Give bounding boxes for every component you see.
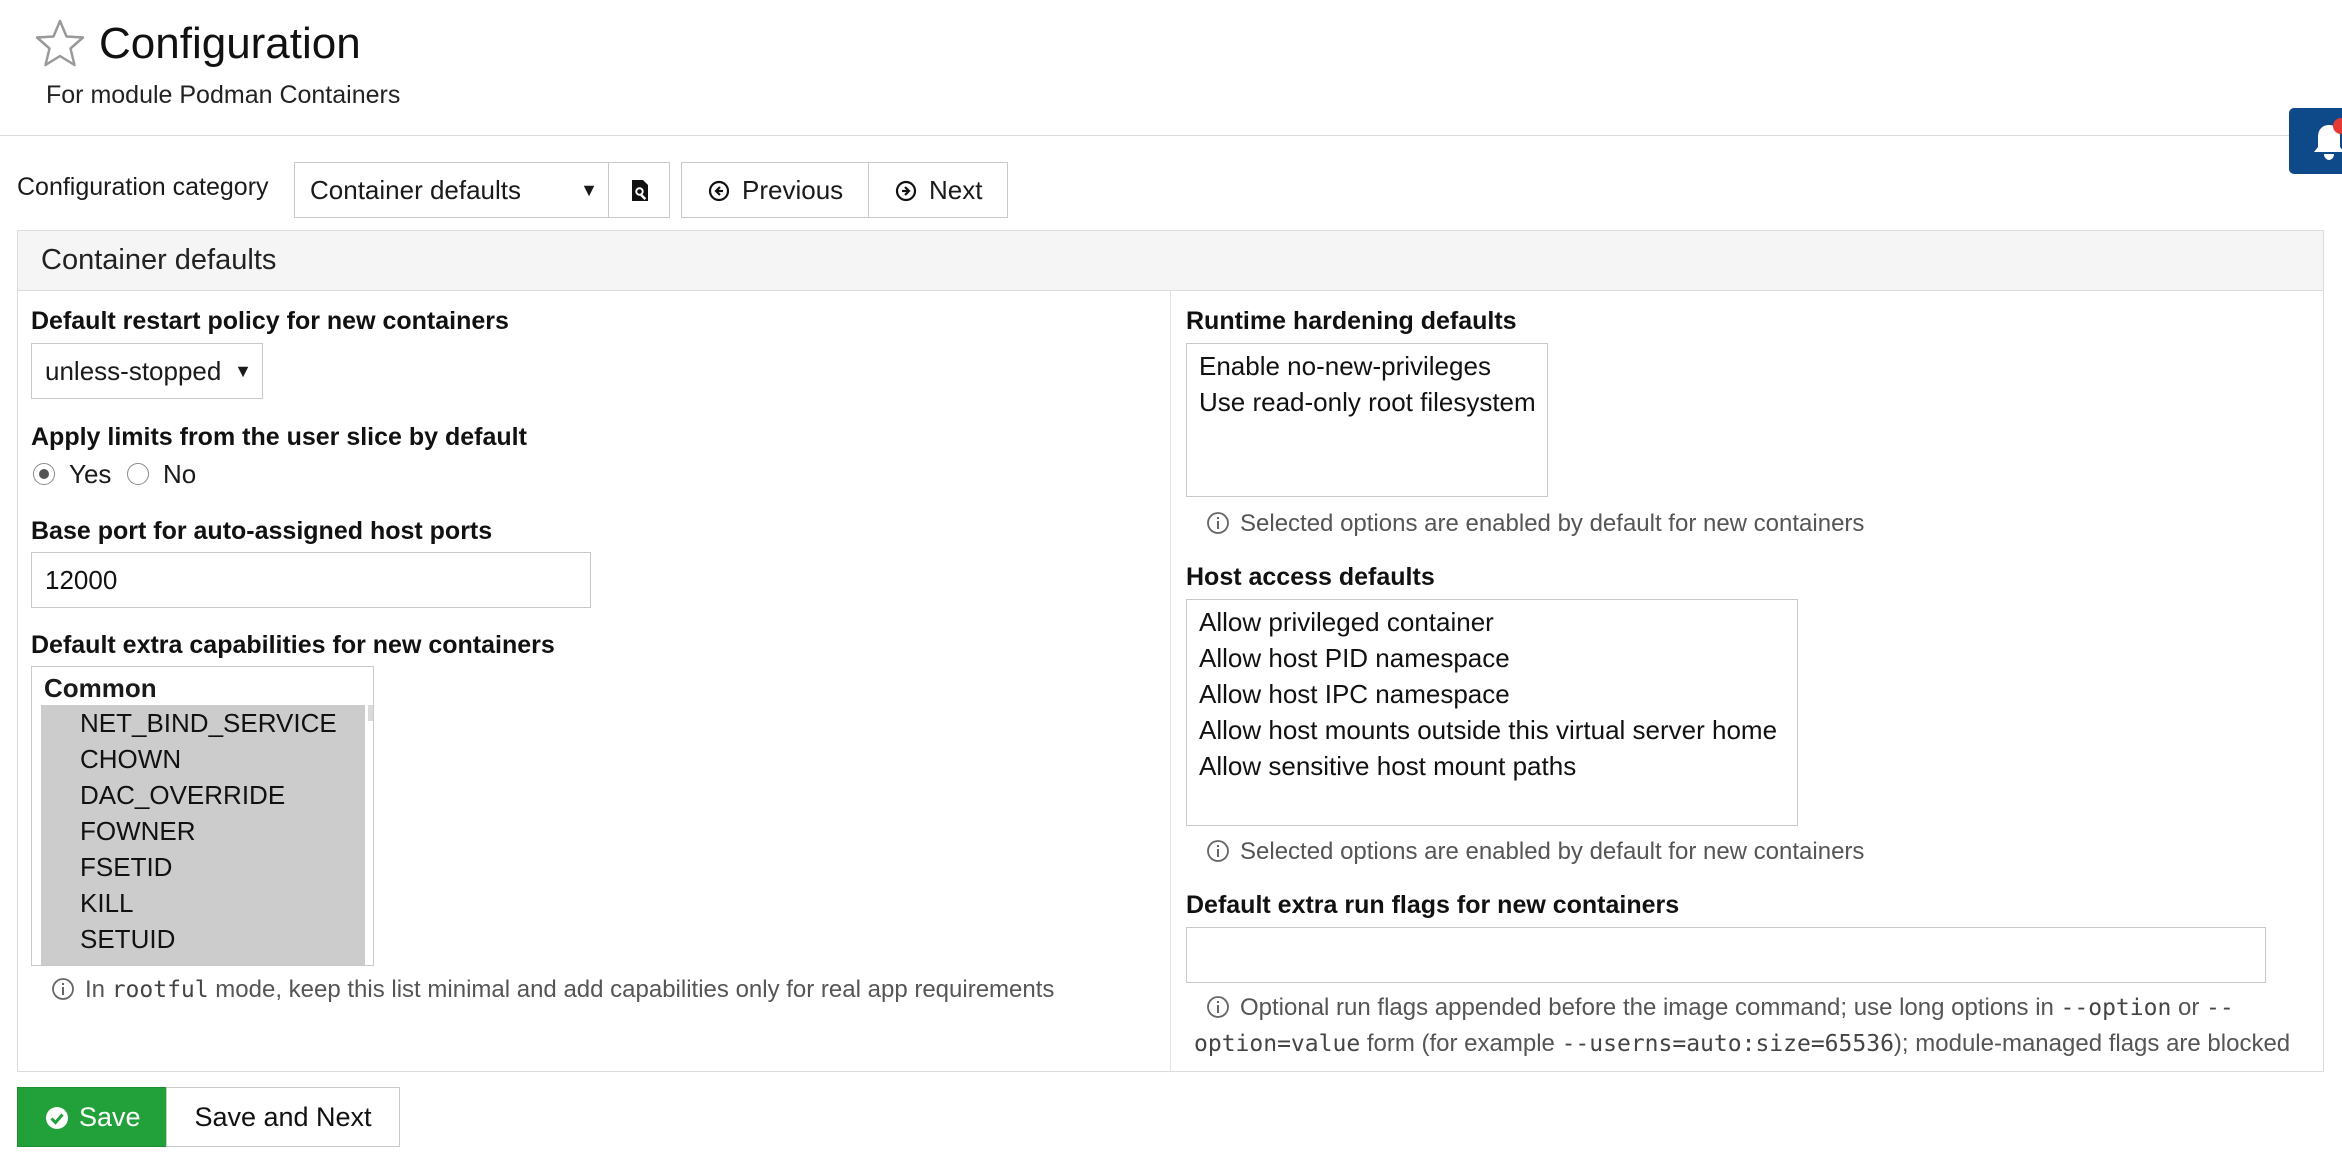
listbox-scrollbar[interactable] xyxy=(368,705,374,721)
hint-code: option=value xyxy=(1194,1031,1361,1057)
user-slice-yes-label: Yes xyxy=(69,459,112,489)
hint-text: Optional run flags appended before the image command; use long options in xyxy=(1240,994,2054,1021)
caret-down-icon: ▼ xyxy=(234,361,252,381)
hardening-option[interactable]: Enable no-new-privileges xyxy=(1199,351,1491,381)
notifications-button[interactable] xyxy=(2289,108,2342,174)
arrow-circle-right-icon xyxy=(895,180,917,202)
hardening-hint xyxy=(1206,507,1864,541)
hint-text: mode, keep this list minimal and add capabilities only for real app requirements xyxy=(215,976,1055,1003)
hint-text: Selected options are enabled by default for new containers xyxy=(1240,838,1865,865)
capability-option[interactable]: FOWNER xyxy=(80,816,196,846)
capability-option[interactable]: KILL xyxy=(80,888,134,918)
hint-code: --userns=auto:size=65536 xyxy=(1561,1031,1894,1057)
user-slice-no-label: No xyxy=(163,459,197,489)
host-access-option[interactable]: Allow host mounts outside this virtual server home xyxy=(1199,715,1778,745)
hint-text: form (for example xyxy=(1366,1030,1555,1057)
hint-text: or xyxy=(2178,994,2200,1021)
star-icon[interactable] xyxy=(34,18,86,70)
hint-text: In xyxy=(85,976,106,1003)
capabilities-group-label: Common xyxy=(44,673,157,703)
next-button-label: Next xyxy=(929,175,983,205)
capabilities-hint xyxy=(51,973,1054,1007)
hint-text: Selected options are enabled by default for new containers xyxy=(1240,510,1865,537)
page-title: Configuration xyxy=(99,19,361,68)
page-subtitle: For module Podman Containers xyxy=(46,81,401,109)
hint-code: rootful xyxy=(111,977,209,1003)
capabilities-listbox[interactable] xyxy=(31,666,374,966)
run-flags-label: Default extra run flags for new containers xyxy=(1186,891,1680,919)
restart-policy-select[interactable] xyxy=(31,343,263,399)
category-select[interactable] xyxy=(294,162,609,218)
hardening-label: Runtime hardening defaults xyxy=(1186,307,1517,335)
user-slice-no-radio[interactable] xyxy=(127,463,149,485)
host-access-option[interactable]: Allow host IPC namespace xyxy=(1199,679,1510,709)
save-and-next-button[interactable]: Save and Next xyxy=(166,1087,400,1147)
host-access-label: Host access defaults xyxy=(1186,563,1435,591)
save-button[interactable] xyxy=(17,1087,167,1147)
arrow-circle-left-icon xyxy=(708,180,730,202)
user-slice-yes-radio[interactable] xyxy=(33,463,55,485)
category-select-value: Container defaults xyxy=(310,175,522,205)
restart-policy-label: Default restart policy for new containers xyxy=(31,307,509,335)
capability-option[interactable]: NET_BIND_SERVICE xyxy=(80,708,337,738)
page-header xyxy=(0,0,2342,136)
info-icon xyxy=(51,977,75,1001)
previous-button[interactable] xyxy=(681,162,869,218)
info-icon xyxy=(1206,511,1230,535)
hint-code: -- xyxy=(2206,995,2234,1021)
base-port-label: Base port for auto-assigned host ports xyxy=(31,517,493,545)
caret-down-icon: ▼ xyxy=(580,180,598,200)
run-flags-hint-line1 xyxy=(1206,991,2234,1025)
config-panel xyxy=(17,230,2324,1072)
panel-title: Container defaults xyxy=(18,231,2323,291)
save-button-label: Save xyxy=(79,1102,141,1132)
hint-text: ); module-managed flags are blocked xyxy=(1893,1030,2291,1057)
search-icon xyxy=(629,179,651,203)
info-icon xyxy=(1206,995,1230,1019)
host-access-listbox[interactable] xyxy=(1186,599,1798,826)
run-flags-hint-line2 xyxy=(1194,1027,2290,1061)
host-access-hint xyxy=(1206,835,1864,869)
hardening-listbox[interactable] xyxy=(1186,343,1548,497)
capabilities-label: Default extra capabilities for new containers xyxy=(31,631,555,659)
previous-button-label: Previous xyxy=(742,175,844,205)
check-circle-icon xyxy=(45,1106,69,1130)
capability-option[interactable]: SETUID xyxy=(80,924,176,954)
info-icon xyxy=(1206,839,1230,863)
hint-code: --option xyxy=(2060,995,2172,1021)
notification-badge xyxy=(2333,118,2342,134)
host-access-option[interactable]: Allow privileged container xyxy=(1199,607,1494,637)
user-slice-label: Apply limits from the user slice by default xyxy=(31,423,527,451)
hardening-option[interactable]: Use read-only root filesystem xyxy=(1199,387,1536,417)
run-flags-input[interactable] xyxy=(1186,927,2266,983)
next-button[interactable] xyxy=(868,162,1008,218)
capability-option[interactable]: DAC_OVERRIDE xyxy=(80,780,286,810)
base-port-input[interactable]: 12000 xyxy=(31,552,591,608)
host-access-option[interactable]: Allow host PID namespace xyxy=(1199,643,1510,673)
restart-policy-value: unless-stopped xyxy=(45,356,222,386)
capability-option[interactable]: CHOWN xyxy=(80,744,182,774)
column-divider xyxy=(1170,291,1171,1071)
host-access-option[interactable]: Allow sensitive host mount paths xyxy=(1199,751,1577,781)
category-search-button[interactable] xyxy=(608,162,670,218)
category-label: Configuration category xyxy=(17,173,269,201)
capability-option[interactable]: FSETID xyxy=(80,852,173,882)
